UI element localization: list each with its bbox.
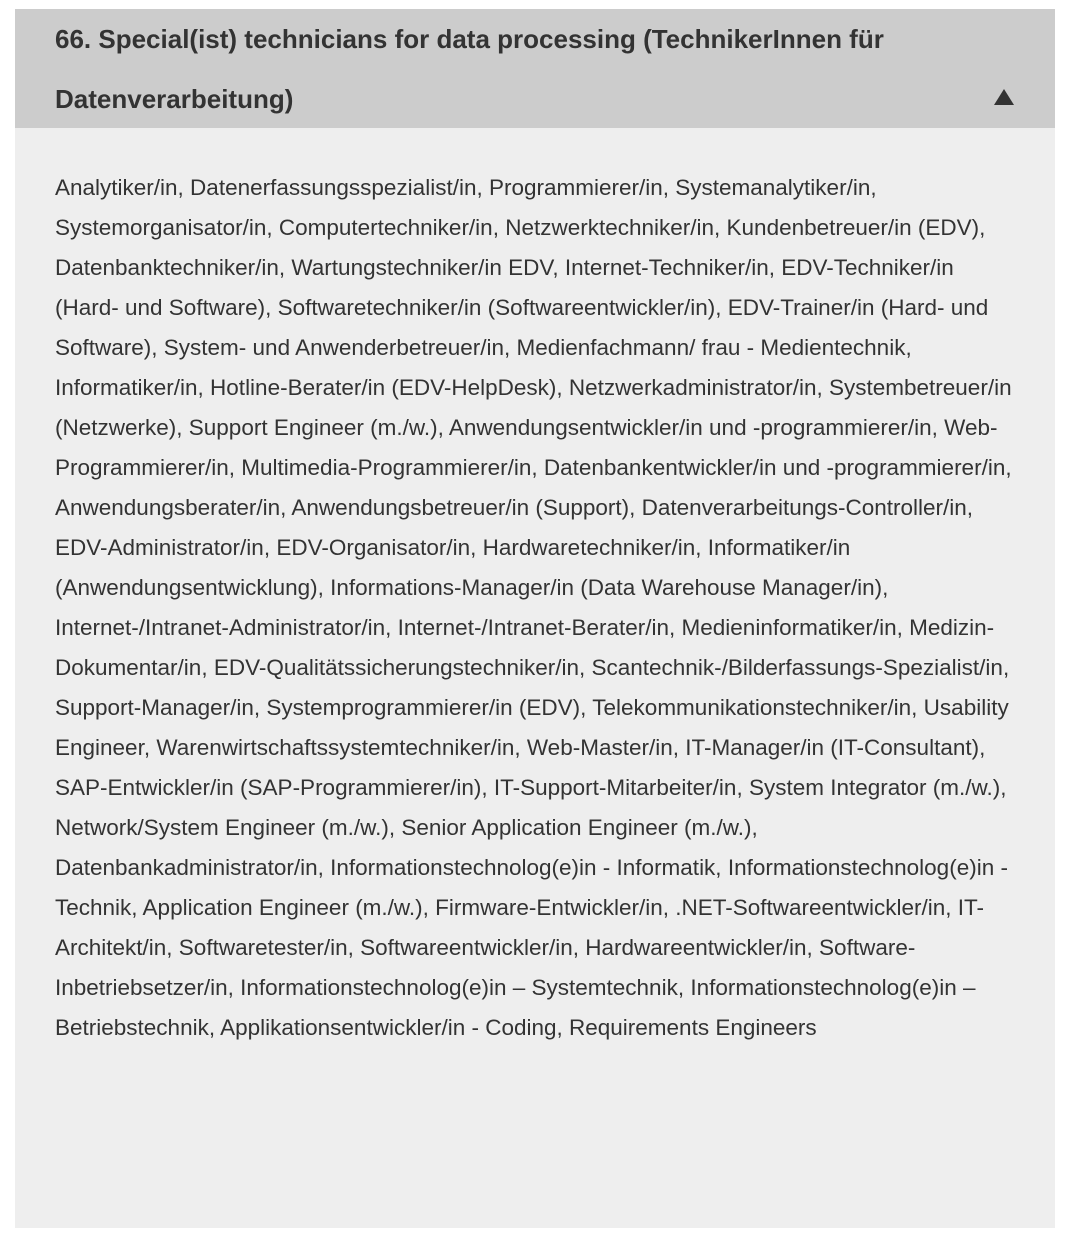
accordion-section [15, 9, 1055, 1228]
triangle-up-icon[interactable] [994, 89, 1014, 105]
section-title: 66. Special(ist) technicians for data processing (TechnikerInnen für Datenverarbeitung) [55, 24, 884, 114]
section-body-text: Analytiker/in, Datenerfassungsspezialist/in, Programmierer/in, Systemanalytiker/in, Systemorganisator/in, Computertechniker/in, Netzwerktechniker/in, Kundenbetreuer/in (EDV), Datenbanktechniker/in, Wartungstechniker/in EDV, Internet-Techniker/in, EDV-Techniker/in (Hard- und Software), Softwaretechniker/in (Softwareentwickler/in), EDV-Trainer/in (Hard- und Software), System- und Anwenderbetreuer/in, Medienfachmann/ frau - Medientechnik, Informatiker/in, Hotline-Berater/in (EDV-HelpDesk), Netzwerkadministrator/in, Systembetreuer/in (Netzwerke), Support Engineer (m./w.), Anwendungsentwickler/in und -programmierer/in, Web-Programmierer/in, Multimedia-Programmierer/in, Datenbankentwickler/in und -programmierer/in, Anwendungsberater/in, Anwendungsbetreuer/in (Support), Datenverarbeitungs-Controller/in, EDV-Administrator/in, EDV-Organisator/in, Hardwaretechniker/in, Informatiker/in (Anwendungsentwicklung), Informations-Manager/in (Data Warehouse Manager/in), Internet-/Intranet-Administrator/in, Internet-/Intranet-Berater/in, Medieninformatiker/in, Medizin-Dokumentar/in, EDV-Qualitätssicherungstechniker/in, Scantechnik-/Bilderfassungs-Spezialist/in, Support-Manager/in, Systemprogrammierer/in (EDV), Telekommunikationstechniker/in, Usability Engineer, Warenwirtschaftssystemtechniker/in, Web-Master/in, IT-Manager/in (IT-Consultant), SAP-Entwickler/in (SAP-Programmierer/in), IT-Support-Mitarbeiter/in, System Integrator (m./w.), Network/System Engineer (m./w.), Senior Application Engineer (m./w.), Datenbankadministrator/in, Informationstechnolog(e)in - Informatik, Informationstechnolog(e)in - Technik, Application Engineer (m./w.), Firmware-Entwickler/in, .NET-Softwareentwickler/in, IT-Architekt/in, Softwaretester/in, Softwareentwickler/in, Hardwareentwickler/in, Software-Inbetriebsetzer/in, Informationstechnolog(e)in – Systemtechnik, Informationstechnolog(e)in – Betriebstechnik, Applikationsentwickler/in - Coding, Requirements Engineers [55, 175, 1012, 1040]
accordion-header[interactable] [15, 9, 1055, 128]
